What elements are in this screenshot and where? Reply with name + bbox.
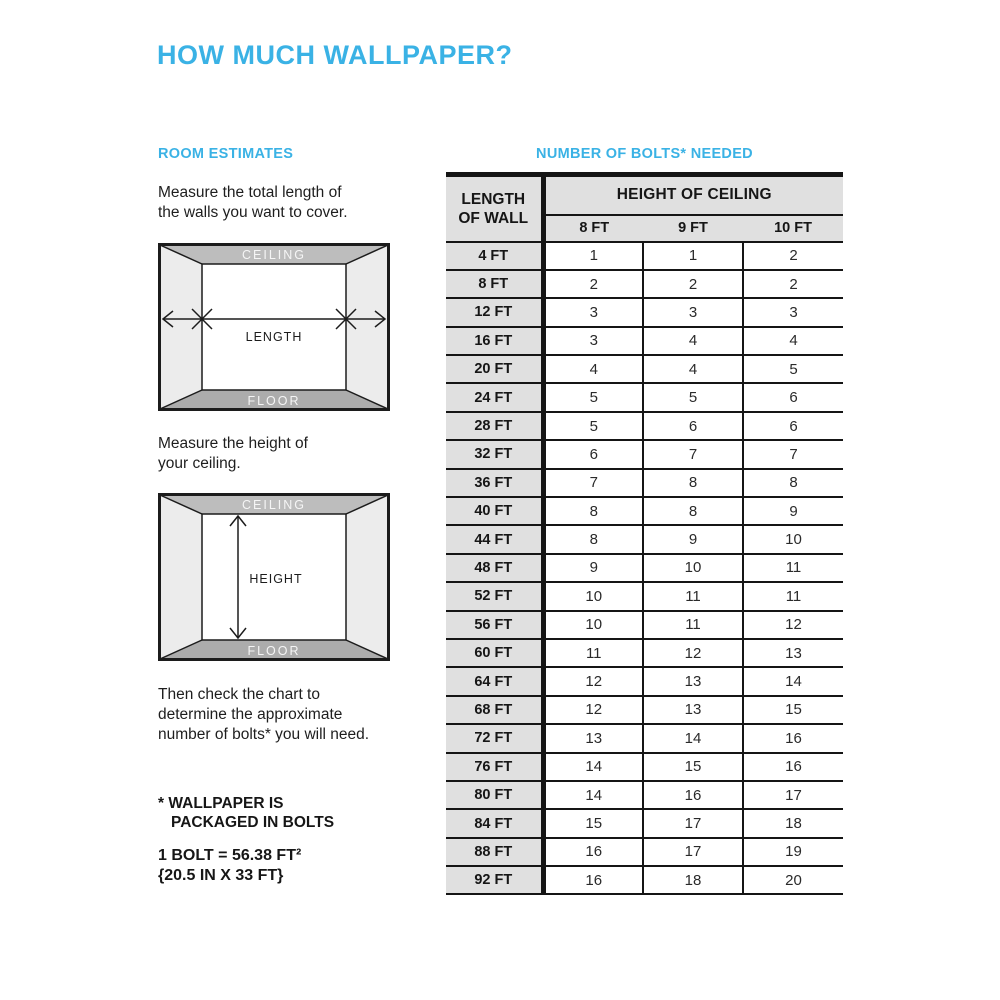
bolts-value-cell: 12 bbox=[643, 639, 743, 667]
bolts-value-cell: 2 bbox=[743, 242, 843, 270]
bolts-value-cell: 15 bbox=[543, 809, 643, 837]
table-row bbox=[446, 469, 843, 497]
bolts-value-cell: 13 bbox=[543, 724, 643, 752]
bolts-value-cell: 9 bbox=[543, 554, 643, 582]
bolts-value-cell: 11 bbox=[743, 582, 843, 610]
wall-length-cell: 12 FT bbox=[446, 298, 543, 326]
table-row bbox=[446, 582, 843, 610]
table-row bbox=[446, 639, 843, 667]
wall-length-cell: 60 FT bbox=[446, 639, 543, 667]
wall-length-cell: 4 FT bbox=[446, 242, 543, 270]
bolts-value-cell: 19 bbox=[743, 838, 843, 866]
bolts-value-cell: 3 bbox=[643, 298, 743, 326]
wall-length-cell: 48 FT bbox=[446, 554, 543, 582]
bolts-value-cell: 7 bbox=[543, 469, 643, 497]
table-row bbox=[446, 327, 843, 355]
bolts-value-cell: 16 bbox=[743, 724, 843, 752]
bolts-value-cell: 8 bbox=[643, 497, 743, 525]
instruction-line: Measure the total length of bbox=[158, 184, 342, 201]
bolts-value-cell: 10 bbox=[543, 611, 643, 639]
bolts-value-cell: 9 bbox=[743, 497, 843, 525]
wall-length-cell: 24 FT bbox=[446, 383, 543, 411]
length-diagram bbox=[158, 243, 390, 411]
bolts-value-cell: 10 bbox=[743, 525, 843, 553]
bolts-value-cell: 17 bbox=[743, 781, 843, 809]
bolts-value-cell: 8 bbox=[743, 469, 843, 497]
ceiling-9ft-header: 9 FT bbox=[643, 215, 743, 242]
bolts-value-cell: 13 bbox=[643, 696, 743, 724]
bolts-value-cell: 2 bbox=[743, 270, 843, 298]
bolts-value-cell: 10 bbox=[643, 554, 743, 582]
bolts-value-cell: 11 bbox=[643, 582, 743, 610]
bolts-value-cell: 1 bbox=[643, 242, 743, 270]
wall-length-cell: 64 FT bbox=[446, 667, 543, 695]
table-row bbox=[446, 809, 843, 837]
right-wall-surface bbox=[346, 495, 388, 659]
wall-length-cell: 36 FT bbox=[446, 469, 543, 497]
bolts-value-cell: 7 bbox=[743, 440, 843, 468]
footnote-line: PACKAGED IN BOLTS bbox=[171, 814, 335, 831]
instruction-line: your ceiling. bbox=[158, 455, 241, 472]
table-row bbox=[446, 412, 843, 440]
instruction-line: Measure the height of bbox=[158, 435, 308, 452]
height-label: HEIGHT bbox=[249, 572, 303, 586]
bolts-value-cell: 12 bbox=[743, 611, 843, 639]
bolts-value-cell: 17 bbox=[643, 838, 743, 866]
bolts-value-cell: 2 bbox=[543, 270, 643, 298]
floor-label: FLOOR bbox=[247, 394, 301, 408]
bolts-table-body bbox=[446, 242, 843, 895]
bolts-value-cell: 4 bbox=[543, 355, 643, 383]
footnote-line: * WALLPAPER IS bbox=[158, 795, 284, 812]
table-row bbox=[446, 696, 843, 724]
bolts-value-cell: 8 bbox=[543, 497, 643, 525]
back-wall-surface bbox=[202, 264, 346, 390]
bolts-value-cell: 20 bbox=[743, 866, 843, 894]
table-row bbox=[446, 838, 843, 866]
bolts-value-cell: 14 bbox=[543, 781, 643, 809]
bolts-value-cell: 11 bbox=[543, 639, 643, 667]
table-row bbox=[446, 611, 843, 639]
table-row bbox=[446, 497, 843, 525]
bolts-value-cell: 1 bbox=[543, 242, 643, 270]
instruction-line: determine the approximate bbox=[158, 706, 343, 723]
bolts-value-cell: 3 bbox=[543, 327, 643, 355]
ceiling-8ft-header: 8 FT bbox=[543, 215, 643, 242]
bolts-footnote bbox=[158, 794, 334, 832]
bolts-value-cell: 11 bbox=[743, 554, 843, 582]
bolts-value-cell: 16 bbox=[543, 866, 643, 894]
bolts-value-cell: 3 bbox=[543, 298, 643, 326]
bolts-value-cell: 6 bbox=[743, 412, 843, 440]
bolts-value-cell: 11 bbox=[643, 611, 743, 639]
wall-length-cell: 32 FT bbox=[446, 440, 543, 468]
bolts-value-cell: 4 bbox=[643, 327, 743, 355]
table-row bbox=[446, 298, 843, 326]
bolts-value-cell: 6 bbox=[543, 440, 643, 468]
bolts-value-cell: 5 bbox=[543, 383, 643, 411]
wall-length-cell: 68 FT bbox=[446, 696, 543, 724]
bolts-value-cell: 14 bbox=[743, 667, 843, 695]
bolts-value-cell: 3 bbox=[743, 298, 843, 326]
wall-length-cell: 16 FT bbox=[446, 327, 543, 355]
table-row bbox=[446, 242, 843, 270]
bolt-size-info bbox=[158, 846, 301, 886]
wall-length-cell: 88 FT bbox=[446, 838, 543, 866]
bolts-value-cell: 13 bbox=[743, 639, 843, 667]
instruction-line: the walls you want to cover. bbox=[158, 204, 348, 221]
length-of-wall-header: LENGTH OF WALL bbox=[446, 175, 543, 242]
bolts-value-cell: 16 bbox=[643, 781, 743, 809]
bolts-value-cell: 15 bbox=[643, 753, 743, 781]
asterisk: * bbox=[158, 795, 165, 812]
table-row bbox=[446, 525, 843, 553]
wall-length-cell: 40 FT bbox=[446, 497, 543, 525]
bolt-equivalence: 1 BOLT = 56.38 FT² bbox=[158, 847, 302, 864]
page-title: HOW MUCH WALLPAPER? bbox=[157, 40, 513, 70]
instruction-step-1 bbox=[158, 183, 348, 223]
bolts-value-cell: 17 bbox=[643, 809, 743, 837]
bolts-value-cell: 13 bbox=[643, 667, 743, 695]
bolts-table bbox=[446, 172, 843, 895]
height-diagram bbox=[158, 493, 390, 661]
bolts-value-cell: 18 bbox=[743, 809, 843, 837]
wall-length-cell: 56 FT bbox=[446, 611, 543, 639]
left-wall-surface bbox=[160, 245, 202, 409]
bolts-table-section bbox=[446, 146, 843, 895]
bolts-value-cell: 10 bbox=[543, 582, 643, 610]
bolts-value-cell: 4 bbox=[643, 355, 743, 383]
table-row bbox=[446, 667, 843, 695]
wall-length-cell: 8 FT bbox=[446, 270, 543, 298]
left-wall-surface bbox=[160, 495, 202, 659]
bolts-table-heading: NUMBER OF BOLTS* NEEDED bbox=[536, 146, 753, 162]
bolts-table-head bbox=[446, 175, 843, 242]
table-row bbox=[446, 781, 843, 809]
table-row bbox=[446, 554, 843, 582]
table-row bbox=[446, 270, 843, 298]
bolts-value-cell: 9 bbox=[643, 525, 743, 553]
wall-length-cell: 76 FT bbox=[446, 753, 543, 781]
bolts-value-cell: 8 bbox=[643, 469, 743, 497]
wall-length-cell: 92 FT bbox=[446, 866, 543, 894]
table-row bbox=[446, 866, 843, 894]
table-row bbox=[446, 383, 843, 411]
wall-length-cell: 44 FT bbox=[446, 525, 543, 553]
ceiling-label: CEILING bbox=[241, 498, 307, 512]
wall-length-cell: 80 FT bbox=[446, 781, 543, 809]
bolts-value-cell: 14 bbox=[543, 753, 643, 781]
bolts-value-cell: 15 bbox=[743, 696, 843, 724]
ceiling-10ft-header: 10 FT bbox=[743, 215, 843, 242]
bolts-value-cell: 2 bbox=[643, 270, 743, 298]
length-label: LENGTH bbox=[245, 330, 303, 344]
wall-length-cell: 84 FT bbox=[446, 809, 543, 837]
bolts-value-cell: 16 bbox=[743, 753, 843, 781]
wall-length-cell: 28 FT bbox=[446, 412, 543, 440]
bolts-value-cell: 6 bbox=[743, 383, 843, 411]
table-row bbox=[446, 355, 843, 383]
height-of-ceiling-header: HEIGHT OF CEILING bbox=[543, 175, 843, 215]
table-row bbox=[446, 724, 843, 752]
bolts-value-cell: 6 bbox=[643, 412, 743, 440]
room-estimates-heading: ROOM ESTIMATES bbox=[158, 146, 294, 162]
bolt-dimensions: {20.5 IN X 33 FT} bbox=[158, 867, 284, 884]
wall-length-cell: 20 FT bbox=[446, 355, 543, 383]
instruction-line: Then check the chart to bbox=[158, 686, 320, 703]
bolts-value-cell: 12 bbox=[543, 667, 643, 695]
instruction-step-3 bbox=[158, 685, 369, 745]
bolts-value-cell: 12 bbox=[543, 696, 643, 724]
bolts-value-cell: 5 bbox=[743, 355, 843, 383]
bolts-value-cell: 5 bbox=[643, 383, 743, 411]
bolts-value-cell: 5 bbox=[543, 412, 643, 440]
table-row bbox=[446, 753, 843, 781]
wall-length-cell: 52 FT bbox=[446, 582, 543, 610]
instruction-line: number of bolts* you will need. bbox=[158, 726, 370, 743]
table-row bbox=[446, 440, 843, 468]
bolts-value-cell: 7 bbox=[643, 440, 743, 468]
right-wall-surface bbox=[346, 245, 388, 409]
bolts-value-cell: 14 bbox=[643, 724, 743, 752]
bolts-value-cell: 4 bbox=[743, 327, 843, 355]
floor-label: FLOOR bbox=[247, 644, 301, 658]
wall-length-cell: 72 FT bbox=[446, 724, 543, 752]
bolts-value-cell: 8 bbox=[543, 525, 643, 553]
bolts-value-cell: 16 bbox=[543, 838, 643, 866]
instruction-step-2 bbox=[158, 434, 308, 474]
ceiling-label: CEILING bbox=[241, 248, 307, 262]
bolts-value-cell: 18 bbox=[643, 866, 743, 894]
